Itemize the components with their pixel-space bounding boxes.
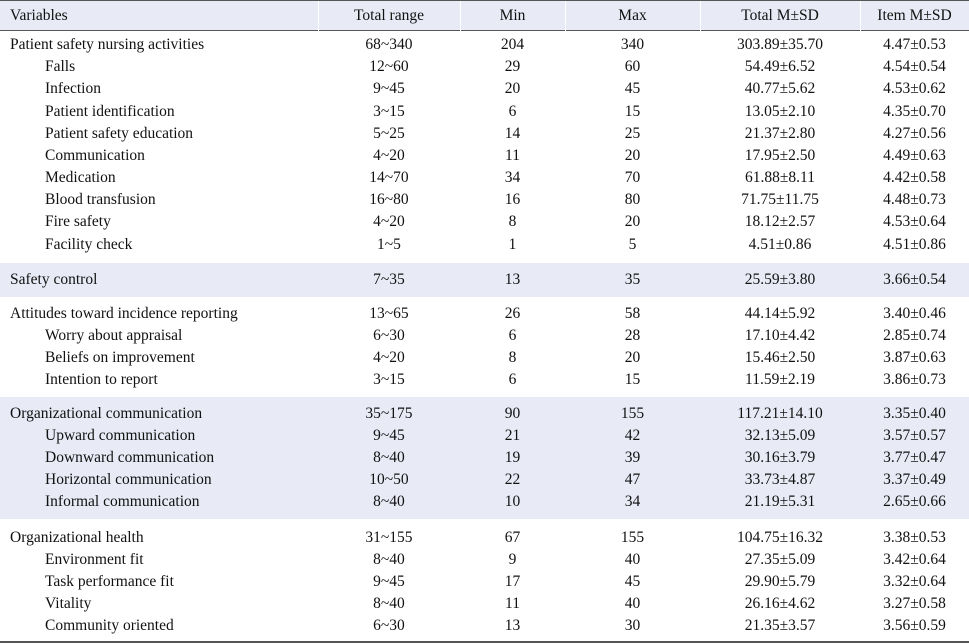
- header-variables: Variables: [10, 7, 68, 24]
- max-cell: 15: [624, 371, 641, 388]
- variable-label: Organizational health: [10, 529, 144, 546]
- header-min: Min: [499, 7, 526, 24]
- min-cell: 8: [508, 349, 517, 366]
- table-row-subscale: [0, 78, 969, 100]
- table-row-subscale: [0, 56, 969, 78]
- max-cell: 80: [624, 191, 641, 208]
- total-range-cell: 14~70: [369, 169, 409, 186]
- total-range-cell: 16~80: [369, 191, 409, 208]
- min-cell: 13: [504, 271, 521, 288]
- min-cell: 67: [504, 529, 521, 546]
- table-row-subscale: [0, 369, 969, 391]
- total-msd-cell: 303.89±35.70: [736, 36, 823, 53]
- header-total-msd: Total M±SD: [741, 7, 819, 24]
- item-msd-cell: 3.57±0.57: [883, 427, 946, 444]
- total-range-cell: 31~155: [365, 529, 413, 546]
- min-cell: 10: [504, 493, 521, 510]
- max-cell: 20: [624, 349, 641, 366]
- min-cell: 13: [504, 617, 521, 634]
- total-range-cell: 9~45: [373, 80, 405, 97]
- total-msd-cell: 33.73±4.87: [744, 471, 816, 488]
- max-cell: 45: [624, 80, 641, 97]
- table-row-variable: [0, 34, 969, 56]
- max-cell: 28: [624, 327, 641, 344]
- item-msd-cell: 4.48±0.73: [883, 191, 946, 208]
- table-row-subscale: [0, 593, 969, 615]
- table-row-subscale: [0, 234, 969, 256]
- item-msd-cell: 3.77±0.47: [883, 449, 946, 466]
- table-row-subscale: [0, 189, 969, 211]
- min-cell: 29: [504, 58, 521, 75]
- header-total-range: Total range: [354, 7, 424, 24]
- variable-label: Horizontal communication: [45, 471, 212, 488]
- table-row-subscale: [0, 145, 969, 167]
- total-msd-cell: 71.75±11.75: [741, 191, 819, 208]
- total-msd-cell: 27.35±5.09: [744, 551, 816, 568]
- max-cell: 58: [624, 305, 641, 322]
- table-row-subscale: [0, 447, 969, 469]
- max-cell: 340: [620, 36, 645, 53]
- min-cell: 6: [508, 371, 517, 388]
- table-row-subscale: [0, 491, 969, 513]
- max-cell: 39: [624, 449, 641, 466]
- max-cell: 45: [624, 573, 641, 590]
- table-row-subscale: [0, 211, 969, 233]
- total-range-cell: 13~65: [369, 305, 409, 322]
- max-cell: 40: [624, 551, 641, 568]
- total-range-cell: 8~40: [373, 493, 405, 510]
- min-cell: 22: [504, 471, 521, 488]
- variable-label: Blood transfusion: [45, 191, 156, 208]
- item-msd-cell: 4.27±0.56: [883, 125, 946, 142]
- item-msd-cell: 4.42±0.58: [883, 169, 946, 186]
- variable-label: Communication: [45, 147, 145, 164]
- min-cell: 19: [504, 449, 521, 466]
- table-row-subscale: [0, 425, 969, 447]
- total-range-cell: 9~45: [373, 427, 405, 444]
- variable-label: Task performance fit: [45, 573, 174, 590]
- min-cell: 6: [508, 327, 517, 344]
- total-msd-cell: 21.35±3.57: [744, 617, 816, 634]
- table-row-subscale: [0, 571, 969, 593]
- variable-label: Downward communication: [45, 449, 215, 466]
- total-range-cell: 3~15: [373, 103, 405, 120]
- variable-label: Upward communication: [45, 427, 196, 444]
- total-msd-cell: 61.88±8.11: [745, 169, 815, 186]
- max-cell: 35: [624, 271, 641, 288]
- variable-label: Safety control: [10, 271, 98, 288]
- max-cell: 20: [624, 213, 641, 230]
- row-group: [0, 519, 969, 642]
- variable-label: Intention to report: [45, 371, 158, 388]
- item-msd-cell: 3.32±0.64: [883, 573, 946, 590]
- total-msd-cell: 44.14±5.92: [744, 305, 816, 322]
- min-cell: 21: [504, 427, 521, 444]
- max-cell: 30: [624, 617, 641, 634]
- total-range-cell: 8~40: [373, 449, 405, 466]
- total-msd-cell: 26.16±4.62: [744, 595, 816, 612]
- item-msd-cell: 3.66±0.54: [883, 271, 946, 288]
- min-cell: 26: [504, 305, 521, 322]
- table-row-subscale: [0, 469, 969, 491]
- table-row-variable: [0, 269, 969, 291]
- item-msd-cell: 4.53±0.62: [883, 80, 946, 97]
- item-msd-cell: 2.65±0.66: [883, 493, 946, 510]
- max-cell: 42: [624, 427, 641, 444]
- min-cell: 90: [504, 405, 521, 422]
- item-msd-cell: 3.87±0.63: [883, 349, 946, 366]
- min-cell: 20: [504, 80, 521, 97]
- total-range-cell: 35~175: [365, 405, 413, 422]
- variable-label: Community oriented: [45, 617, 174, 634]
- total-range-cell: 9~45: [373, 573, 405, 590]
- row-group: [0, 263, 969, 297]
- header-max: Max: [618, 7, 647, 24]
- max-cell: 25: [624, 125, 641, 142]
- total-range-cell: 8~40: [373, 595, 405, 612]
- min-cell: 11: [505, 147, 520, 164]
- total-msd-cell: 40.77±5.62: [744, 80, 816, 97]
- variable-label: Organizational communication: [10, 405, 203, 422]
- item-msd-cell: 3.86±0.73: [883, 371, 946, 388]
- variable-label: Environment fit: [45, 551, 144, 568]
- item-msd-cell: 4.54±0.54: [883, 58, 946, 75]
- total-range-cell: 4~20: [373, 349, 405, 366]
- max-cell: 47: [624, 471, 641, 488]
- item-msd-cell: 3.37±0.49: [883, 471, 946, 488]
- min-cell: 11: [505, 595, 520, 612]
- variable-label: Falls: [45, 58, 76, 75]
- table-row-variable: [0, 403, 969, 425]
- variable-label: Beliefs on improvement: [45, 349, 195, 366]
- table-row-variable: [0, 527, 969, 549]
- table-row-subscale: [0, 549, 969, 571]
- total-range-cell: 8~40: [373, 551, 405, 568]
- item-msd-cell: 4.51±0.86: [883, 236, 946, 253]
- total-msd-cell: 11.59±2.19: [745, 371, 815, 388]
- total-msd-cell: 21.19±5.31: [744, 493, 816, 510]
- total-msd-cell: 13.05±2.10: [744, 103, 816, 120]
- variable-label: Informal communication: [45, 493, 200, 510]
- item-msd-cell: 4.35±0.70: [883, 103, 946, 120]
- total-msd-cell: 54.49±6.52: [744, 58, 816, 75]
- min-cell: 1: [508, 236, 517, 253]
- total-msd-cell: 4.51±0.86: [748, 236, 812, 253]
- max-cell: 20: [624, 147, 641, 164]
- item-msd-cell: 3.35±0.40: [883, 405, 946, 422]
- total-range-cell: 12~60: [369, 58, 409, 75]
- item-msd-cell: 4.53±0.64: [883, 213, 946, 230]
- total-range-cell: 10~50: [369, 471, 409, 488]
- item-msd-cell: 3.38±0.53: [883, 529, 946, 546]
- item-msd-cell: 3.40±0.46: [883, 305, 946, 322]
- max-cell: 70: [624, 169, 641, 186]
- total-range-cell: 1~5: [377, 236, 401, 253]
- variable-label: Patient safety nursing activities: [10, 36, 205, 53]
- variable-label: Infection: [45, 80, 101, 97]
- max-cell: 155: [620, 405, 645, 422]
- total-msd-cell: 25.59±3.80: [744, 271, 816, 288]
- table-header: [0, 0, 969, 31]
- variable-label: Attitudes toward incidence reporting: [10, 305, 238, 322]
- max-cell: 34: [624, 493, 641, 510]
- total-msd-cell: 18.12±2.57: [744, 213, 816, 230]
- min-cell: 16: [504, 191, 521, 208]
- table-row-subscale: [0, 123, 969, 145]
- min-cell: 204: [500, 36, 525, 53]
- table-row-subscale: [0, 101, 969, 123]
- table-bottom-rule: [0, 641, 969, 643]
- table-row-subscale: [0, 167, 969, 189]
- total-range-cell: 7~35: [373, 271, 405, 288]
- variable-label: Worry about appraisal: [45, 327, 183, 344]
- min-cell: 6: [508, 103, 517, 120]
- variable-label: Patient safety education: [45, 125, 194, 142]
- variable-label: Medication: [45, 169, 116, 186]
- total-range-cell: 68~340: [365, 36, 413, 53]
- item-msd-cell: 4.47±0.53: [883, 36, 946, 53]
- item-msd-cell: 3.27±0.58: [883, 595, 946, 612]
- min-cell: 8: [508, 213, 517, 230]
- total-msd-cell: 32.13±5.09: [744, 427, 816, 444]
- max-cell: 60: [624, 58, 641, 75]
- item-msd-cell: 2.85±0.74: [883, 327, 946, 344]
- total-range-cell: 5~25: [373, 125, 405, 142]
- total-msd-cell: 15.46±2.50: [744, 349, 816, 366]
- total-msd-cell: 17.95±2.50: [744, 147, 816, 164]
- row-group: [0, 297, 969, 397]
- total-range-cell: 3~15: [373, 371, 405, 388]
- row-group: [0, 397, 969, 519]
- max-cell: 5: [628, 236, 637, 253]
- min-cell: 34: [504, 169, 521, 186]
- variable-label: Vitality: [45, 595, 92, 612]
- variable-label: Patient identification: [45, 103, 175, 120]
- max-cell: 155: [620, 529, 645, 546]
- total-msd-cell: 117.21±14.10: [737, 405, 823, 422]
- row-group: [0, 33, 969, 264]
- table-row-subscale: [0, 325, 969, 347]
- item-msd-cell: 4.49±0.63: [883, 147, 946, 164]
- max-cell: 15: [624, 103, 641, 120]
- max-cell: 40: [624, 595, 641, 612]
- total-range-cell: 4~20: [373, 147, 405, 164]
- item-msd-cell: 3.56±0.59: [883, 617, 946, 634]
- total-range-cell: 6~30: [373, 617, 405, 634]
- item-msd-cell: 3.42±0.64: [883, 551, 946, 568]
- total-range-cell: 6~30: [373, 327, 405, 344]
- table-row-variable: [0, 303, 969, 325]
- min-cell: 14: [504, 125, 521, 142]
- variable-label: Fire safety: [45, 213, 111, 230]
- table-row-subscale: [0, 615, 969, 637]
- header-item-msd: Item M±SD: [877, 7, 952, 24]
- total-range-cell: 4~20: [373, 213, 405, 230]
- table-row-subscale: [0, 347, 969, 369]
- total-msd-cell: 21.37±2.80: [744, 125, 816, 142]
- total-msd-cell: 17.10±4.42: [744, 327, 816, 344]
- total-msd-cell: 29.90±5.79: [744, 573, 816, 590]
- min-cell: 17: [504, 573, 521, 590]
- total-msd-cell: 104.75±16.32: [736, 529, 823, 546]
- min-cell: 9: [508, 551, 517, 568]
- total-msd-cell: 30.16±3.79: [744, 449, 816, 466]
- variable-label: Facility check: [45, 236, 133, 253]
